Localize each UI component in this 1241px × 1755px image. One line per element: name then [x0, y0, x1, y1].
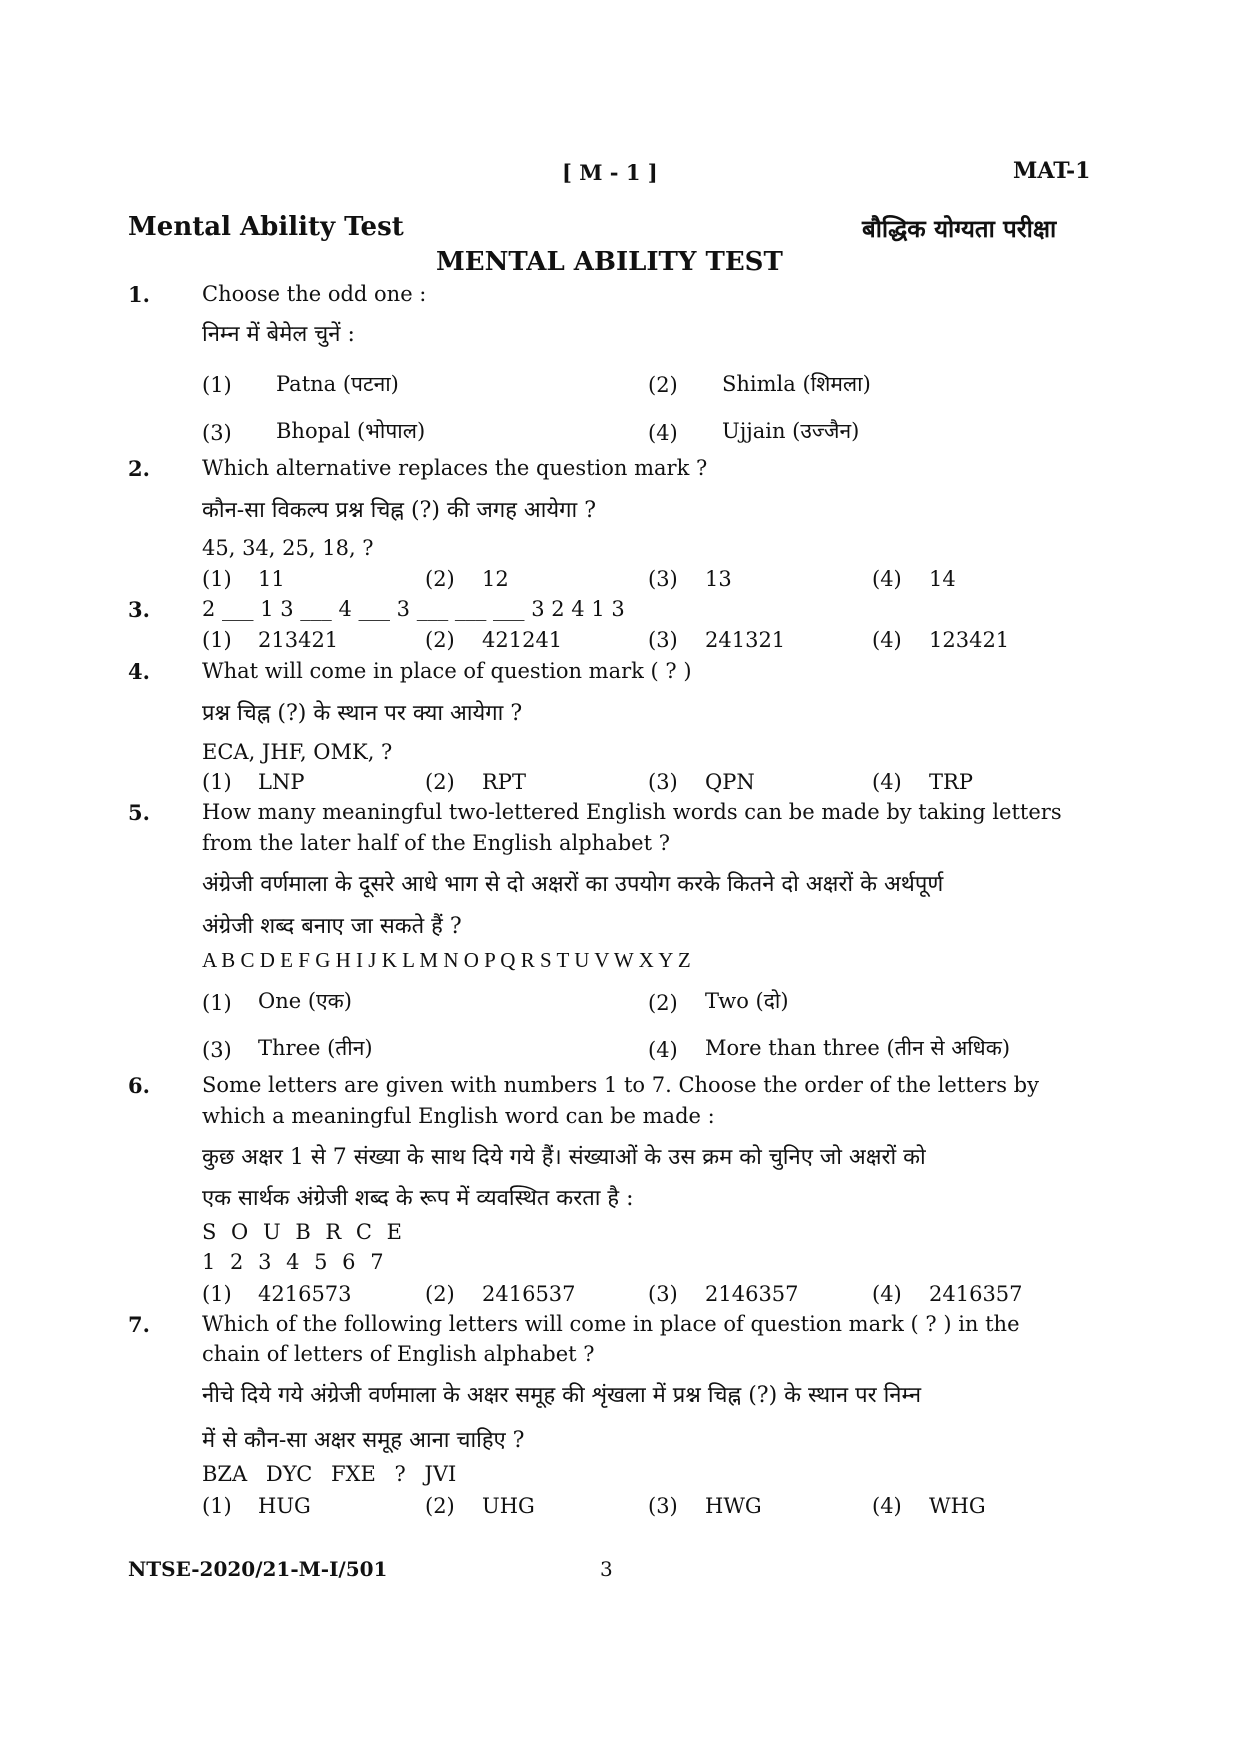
option-number: (3)	[648, 567, 678, 591]
question-text-hi: अंग्रेजी वर्णमाला के दूसरे आधे भाग से दो अक्षरों का उपयोग करके कितने दो अक्षरों के अर्थपूर्ण	[202, 872, 944, 897]
option-text: 13	[705, 567, 732, 591]
option-number: (1)	[202, 991, 232, 1015]
question-text-hi: निम्न में बेमेल चुनें :	[202, 322, 355, 347]
option-number: (2)	[425, 770, 455, 794]
option-text: 241321	[705, 628, 786, 652]
option-text: Bhopal (भोपाल)	[276, 419, 426, 443]
question-text: 2 ___ 1 3 ___ 4 ___ 3 ___ ___ ___ 3 2 4 1 3	[202, 597, 625, 621]
page-number: 3	[600, 1557, 613, 1581]
option-number: (1)	[202, 770, 232, 794]
page-code: [ M - 1 ]	[562, 160, 658, 185]
footer-code: NTSE-2020/21-M-I/501	[128, 1557, 388, 1581]
question-text-hi: एक सार्थक अंग्रेजी शब्द के रूप में व्यवस्थित करता है :	[202, 1186, 634, 1211]
option-text: 123421	[929, 628, 1010, 652]
option-number: (4)	[872, 628, 902, 652]
letters-row: S O U B R C E	[202, 1220, 402, 1244]
question-number: 3.	[128, 597, 150, 622]
question-text-en: Choose the odd one :	[202, 282, 427, 306]
option-number: (1)	[202, 567, 232, 591]
option-number: (2)	[648, 991, 678, 1015]
question-text-en: which a meaningful English word can be made :	[202, 1104, 715, 1128]
question-number: 7.	[128, 1312, 150, 1337]
option-text: TRP	[929, 770, 973, 794]
question-text-en: from the later half of the English alphabet ?	[202, 831, 670, 855]
option-text: 4216573	[258, 1282, 352, 1306]
question-text-hi: अंग्रेजी शब्द बनाए जा सकते हैं ?	[202, 914, 462, 939]
option-number: (2)	[425, 567, 455, 591]
option-number: (3)	[648, 770, 678, 794]
option-text: RPT	[482, 770, 526, 794]
option-text: 213421	[258, 628, 339, 652]
title-english: Mental Ability Test	[128, 212, 404, 242]
question-text-hi: में से कौन-सा अक्षर समूह आना चाहिए ?	[202, 1428, 525, 1453]
question-number: 4.	[128, 659, 150, 684]
option-number: (2)	[648, 373, 678, 397]
option-text: QPN	[705, 770, 755, 794]
numbers-row: 1 2 3 4 5 6 7	[202, 1250, 384, 1274]
option-number: (4)	[872, 770, 902, 794]
question-text-en: How many meaningful two-lettered English words can be made by taking letters	[202, 800, 1062, 824]
question-number: 6.	[128, 1073, 150, 1098]
letter-chain: BZA DYC FXE ? JVI	[202, 1462, 457, 1486]
option-text: HUG	[258, 1494, 311, 1518]
option-number: (3)	[648, 628, 678, 652]
option-number: (4)	[648, 421, 678, 445]
option-text: Two (दो)	[705, 989, 789, 1013]
option-text: 421241	[482, 628, 563, 652]
option-text: WHG	[929, 1494, 986, 1518]
number-series: 45, 34, 25, 18, ?	[202, 536, 374, 560]
option-text: 2416357	[929, 1282, 1023, 1306]
question-number: 2.	[128, 456, 150, 481]
option-text: UHG	[482, 1494, 535, 1518]
option-text: 12	[482, 567, 509, 591]
question-number: 1.	[128, 282, 150, 307]
option-number: (1)	[202, 1494, 232, 1518]
question-text-hi: कौन-सा विकल्प प्रश्न चिह्न (?) की जगह आयेगा ?	[202, 498, 597, 523]
option-number: (3)	[648, 1282, 678, 1306]
option-text: Shimla (शिमला)	[722, 372, 871, 396]
question-text-en: Which alternative replaces the question mark ?	[202, 456, 708, 480]
option-number: (1)	[202, 373, 232, 397]
option-number: (3)	[202, 421, 232, 445]
option-text: Patna (पटना)	[276, 372, 399, 396]
option-number: (1)	[202, 628, 232, 652]
option-number: (3)	[202, 1038, 232, 1062]
question-text-en: chain of letters of English alphabet ?	[202, 1342, 595, 1366]
alphabet-row: A B C D E F G H I J K L M N O P Q R S T U V W X Y Z	[202, 948, 691, 972]
question-text-en: Which of the following letters will come in place of question mark ( ? ) in the	[202, 1312, 1020, 1336]
option-number: (4)	[872, 1494, 902, 1518]
letter-series: ECA, JHF, OMK, ?	[202, 740, 393, 764]
option-text: 14	[929, 567, 956, 591]
option-text: 2146357	[705, 1282, 799, 1306]
option-number: (4)	[872, 1282, 902, 1306]
question-text-en: What will come in place of question mark ( ? )	[202, 659, 692, 683]
option-text: More than three (तीन से अधिक)	[705, 1036, 1011, 1060]
option-number: (4)	[872, 567, 902, 591]
question-text-hi: नीचे दिये गये अंग्रेजी वर्णमाला के अक्षर समूह की शृंखला में प्रश्न चिह्न (?) के स्थान पर निम्न	[202, 1383, 922, 1408]
option-text: Three (तीन)	[258, 1036, 373, 1060]
option-text: One (एक)	[258, 989, 352, 1013]
question-text-en: Some letters are given with numbers 1 to 7. Choose the order of the letters by	[202, 1073, 1039, 1097]
question-number: 5.	[128, 800, 150, 825]
option-number: (2)	[425, 628, 455, 652]
option-text: LNP	[258, 770, 305, 794]
option-text: HWG	[705, 1494, 762, 1518]
title-hindi: बौद्धिक योग्यता परीक्षा	[862, 214, 1057, 243]
option-number: (2)	[425, 1282, 455, 1306]
option-text: 2416537	[482, 1282, 576, 1306]
option-number: (4)	[648, 1038, 678, 1062]
option-text: Ujjain (उज्जैन)	[722, 419, 860, 443]
option-number: (3)	[648, 1494, 678, 1518]
option-number: (1)	[202, 1282, 232, 1306]
option-number: (2)	[425, 1494, 455, 1518]
option-text: 11	[258, 567, 285, 591]
question-text-hi: प्रश्न चिह्न (?) के स्थान पर क्या आयेगा ?	[202, 701, 523, 726]
section-title: MENTAL ABILITY TEST	[436, 247, 783, 277]
question-text-hi: कुछ अक्षर 1 से 7 संख्या के साथ दिये गये हैं। संख्याओं के उस क्रम को चुनिए जो अक्षरों को	[202, 1145, 926, 1170]
paper-code: MAT-1	[1013, 158, 1091, 184]
